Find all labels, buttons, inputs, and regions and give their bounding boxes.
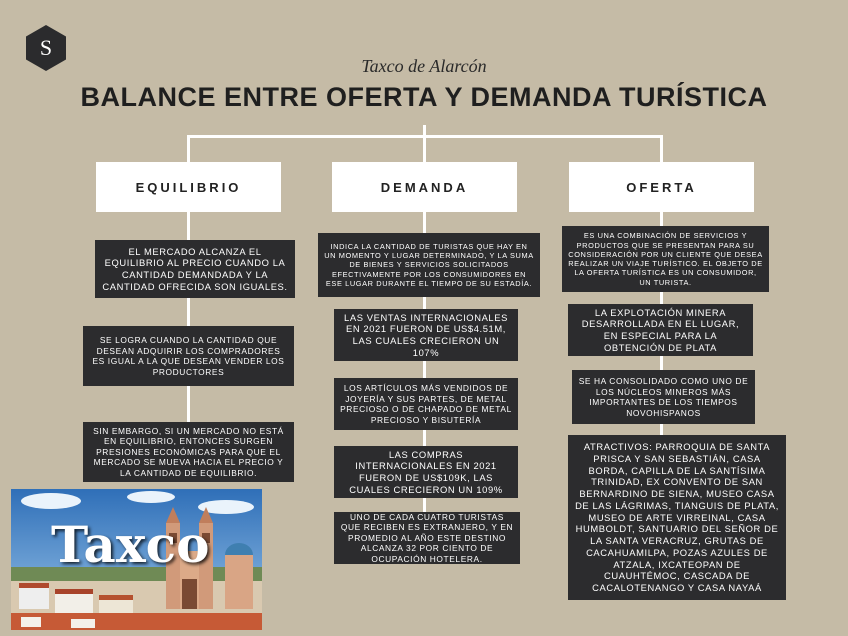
photo-caption: Taxco xyxy=(51,515,210,574)
page-subtitle: Taxco de Alarcón xyxy=(361,56,487,76)
demanda-box-4: LAS COMPRAS INTERNACIONALES EN 2021 FUERON DE US$109K, LAS CUALES CRECIERON UN 109% xyxy=(334,446,518,498)
page-title: BALANCE ENTRE OFERTA Y DEMANDA TURÍSTICA xyxy=(80,82,768,112)
heading-oferta: OFERTA xyxy=(569,162,754,212)
demanda-box-2: LAS VENTAS INTERNACIONALES EN 2021 FUERON DE US$4.51M, LAS CUALES CRECIERON UN 107% xyxy=(334,309,518,361)
demanda-box-3: LOS ARTÍCULOS MÁS VENDIDOS DE JOYERÍA Y SUS PARTES, DE METAL PRECIOSO O DE CHAPADO DE METAL PRECIOSO Y BISUTERÍA xyxy=(334,378,518,430)
connector-right xyxy=(660,135,663,162)
demanda-box-5: UNO DE CADA CUATRO TURISTAS QUE RECIBEN ES EXTRANJERO, Y EN PROMEDIO AL AÑO ESTE DESTINO ALCANZA 32 POR CIENTO DE OCUPACIÓN HOTELERA. xyxy=(334,512,520,564)
demanda-box-1: INDICA LA CANTIDAD DE TURISTAS QUE HAY EN UN MOMENTO Y LUGAR DETERMINADO, Y LA SUMA DE BIENES Y SERVICIOS SOLICITADOS EFECTIVAMENTE POR LOS CONSUMIDORES EN ESE LUGAR DURANTE EL TIEMPO DE SU ESTADÍA. xyxy=(318,233,540,297)
taxco-photo xyxy=(11,489,262,630)
oferta-box-3: SE HA CONSOLIDADO COMO UNO DE LOS NÚCLEOS MINEROS MÁS IMPORTANTES DE LOS TIEMPOS NOVOHISPANOS xyxy=(572,370,755,424)
logo-letter: S xyxy=(39,35,53,60)
oferta-box-1: ES UNA COMBINACIÓN DE SERVICIOS Y PRODUCTOS QUE SE PRESENTAN PARA SU CONSIDERACIÓN POR UN CLIENTE QUE DESEA REALIZAR UN VIAJE TURÍSTICO. EL OBJETO DE LA OFERTA TURÍSTICA ES UN CONSUMIDOR, UN TURISTA. xyxy=(562,226,769,292)
heading-equilibrio: EQUILIBRIO xyxy=(96,162,281,212)
connector-center xyxy=(423,125,426,162)
oferta-box-4: ATRACTIVOS: PARROQUIA DE SANTA PRISCA Y SAN SEBASTIÁN, CASA BORDA, CAPILLA DE LA SANTÍSIMA TRINIDAD, EX CONVENTO DE SAN BERNARDINO DE SIENA, MUSEO CASA DE LAS LÁGRIMAS, TIANGUIS DE PLATA, MUSEO DE ARTE VIRREINAL, CASA HUMBOLDT, SANTUARIO DEL SEÑOR DE LA SANTA VERACRUZ, GRUTAS DE CACAHUAMILPA, POZAS AZULES DE ATZALA, IXCATEOPAN DE CUAUHTÉMOC, CASCADA DE CACALOTENANGO Y CASA NAYAÁ xyxy=(568,435,786,600)
connector-left xyxy=(187,135,190,162)
oferta-box-2: LA EXPLOTACIÓN MINERA DESARROLLADA EN EL LUGAR, EN ESPECIAL PARA LA OBTENCIÓN DE PLATA xyxy=(568,304,753,356)
heading-demanda: DEMANDA xyxy=(332,162,517,212)
equilibrio-box-2: SE LOGRA CUANDO LA CANTIDAD QUE DESEAN ADQUIRIR LOS COMPRADORES ES IGUAL A LA QUE DESEAN VENDER LOS PRODUCTORES xyxy=(83,326,294,386)
equilibrio-box-3: SIN EMBARGO, SI UN MERCADO NO ESTÁ EN EQUILIBRIO, ENTONCES SURGEN PRESIONES ECONÓMICAS PARA QUE EL MERCADO SE MUEVA HACIA EL PRECIO Y LA CANTIDAD DE EQUILIBRIO. xyxy=(83,422,294,482)
equilibrio-box-1: EL MERCADO ALCANZA EL EQUILIBRIO AL PRECIO CUANDO LA CANTIDAD DEMANDADA Y LA CANTIDAD OFRECIDA SON IGUALES. xyxy=(95,240,295,298)
